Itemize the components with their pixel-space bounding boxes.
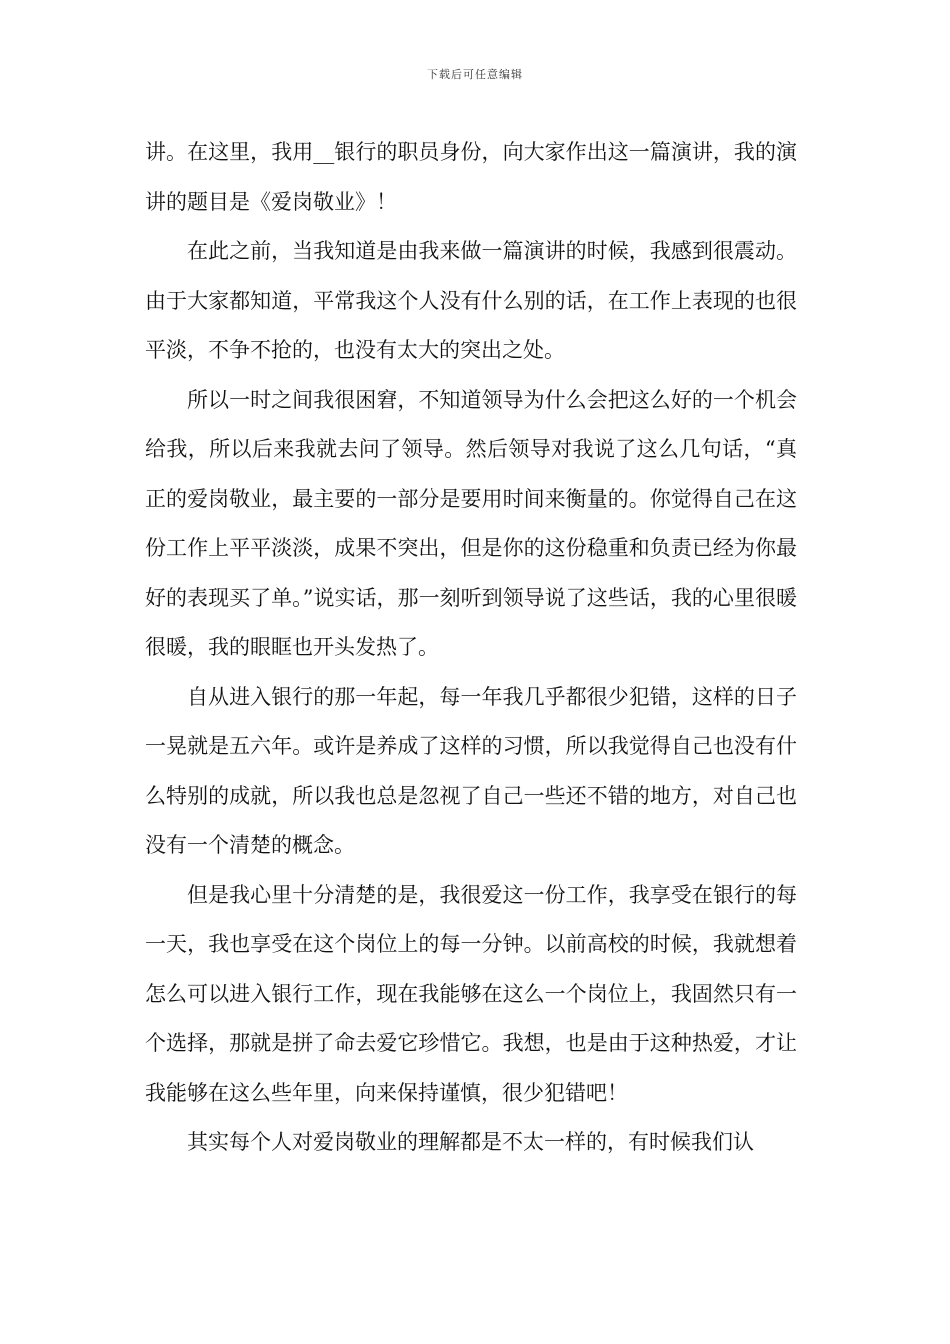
- paragraph: 自从进入银行的那一年起，每一年我几乎都很少犯错，这样的日子一晃就是五六年。或许是养成了这样的习惯，所以我觉得自己也没有什么特别的成就，所以我也总是忽视了自己一些还不错的地方，对自己也没有一个清楚的概念。: [145, 684, 797, 857]
- document-body: [145, 128, 797, 1168]
- paragraph: 但是我心里十分清楚的是，我很爱这一份工作，我享受在银行的每一天，我也享受在这个岗位上的每一分钟。以前高校的时候，我就想着怎么可以进入银行工作，现在我能够在这么一个岗位上，我固然只有一个选择，那就是拼了命去爱它珍惜它。我想，也是由于这种热爱，才让我能够在这么些年里，向来保持谨慎，很少犯错吧！: [145, 882, 797, 1105]
- page-header: 下载后可任意编辑: [427, 68, 523, 81]
- paragraph: 所以一时之间我很困窘，不知道领导为什么会把这么好的一个机会给我，所以后来我就去问了领导。然后领导对我说了这么几句话，“真正的爱岗敬业，最主要的一部分是要用时间来衡量的。你觉得自己在这份工作上平平淡淡，成果不突出，但是你的这份稳重和负责已经为你最好的表现买了单。”说实话，那一刻听到领导说了这些话，我的心里很暖很暖，我的眼眶也开头发热了。: [145, 387, 797, 659]
- paragraph: 其实每个人对爱岗敬业的理解都是不太一样的，有时候我们认: [187, 1130, 754, 1154]
- paragraph: 讲。在这里，我用__银行的职员身份，向大家作出这一篇演讲，我的演讲的题目是《爱岗敬业》！: [145, 140, 797, 214]
- paragraph: 在此之前，当我知道是由我来做一篇演讲的时候，我感到很震动。由于大家都知道，平常我这个人没有什么别的话，在工作上表现的也很平淡，不争不抢的，也没有太大的突出之处。: [145, 239, 797, 362]
